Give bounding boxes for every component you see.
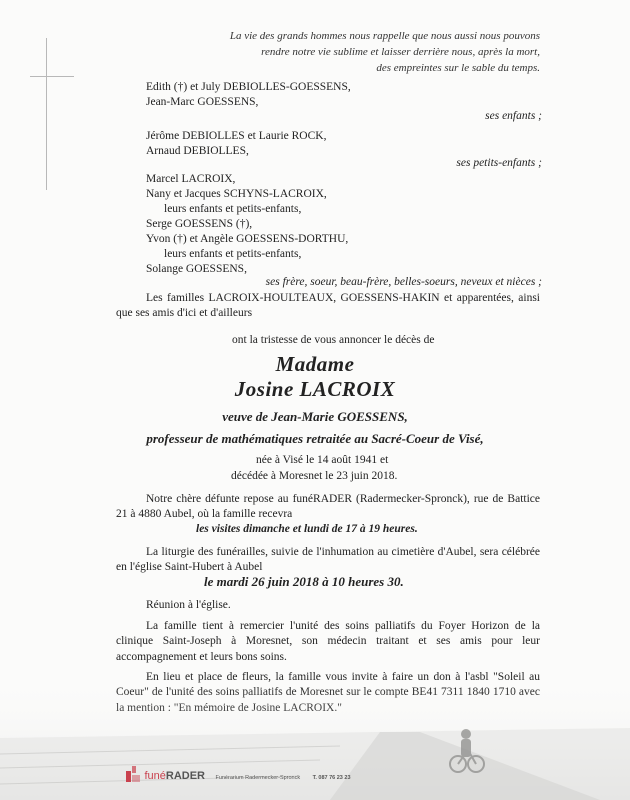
- quote-line: La vie des grands hommes nous rappelle que nous aussi nous pouvons: [229, 30, 540, 42]
- sibling-line: leurs enfants et petits-enfants,: [164, 248, 302, 260]
- children-line-1: Edith (†) et July DEBIOLLES-GOESSENS,: [146, 81, 351, 93]
- thanks-paragraph: La famille tient à remercier l'unité des soins palliatifs du Foyer Horizon de la clinique Saint-Joseph à Moresnet, son médecin traitant et ses amis pour leur accompagnement et leurs bons soins.: [116, 620, 540, 663]
- sibling-line: Solange GOESSENS,: [146, 263, 247, 275]
- epigraph-quote: [210, 28, 540, 76]
- sibling-line: Yvon (†) et Angèle GOESSENS-DORTHU,: [146, 233, 349, 245]
- brand-mark-icon: [126, 766, 140, 782]
- funeral-home-logo: [126, 766, 351, 784]
- extended-families: Les familles LACROIX-HOULTEAUX, GOESSENS-HAKIN et apparentées, ainsi que ses amis d'ici et d'ailleurs: [116, 292, 540, 320]
- brand-details: Funérarium Radermecker-Spronck: [215, 775, 301, 781]
- meeting-place: Réunion à l'église.: [146, 599, 231, 611]
- sibling-line: Nany et Jacques SCHYNS-LACROIX,: [146, 188, 327, 200]
- cross-vertical: [46, 38, 47, 190]
- brand-prefix: funé: [144, 770, 166, 782]
- brand-suffix: RADER: [165, 770, 205, 782]
- death-info: décédée à Moresnet le 23 juin 2018.: [231, 470, 398, 482]
- sibling-line: Marcel LACROIX,: [146, 173, 236, 185]
- grandchildren-role: ses petits-enfants ;: [456, 157, 542, 169]
- funeral-info: La liturgie des funérailles, suivie de l'inhumation au cimetière d'Aubel, sera célébrée en l'église Saint-Hubert à Aubel: [116, 546, 540, 574]
- sibling-line: leurs enfants et petits-enfants,: [164, 203, 302, 215]
- deceased-name: Josine LACROIX: [234, 377, 396, 401]
- cross-horizontal: [30, 76, 74, 77]
- quote-line: des empreintes sur le sable du temps.: [376, 62, 540, 74]
- children-role: ses enfants ;: [485, 110, 542, 122]
- brand-phone: T. 087 76 23 23: [312, 775, 351, 781]
- widow-of: veuve de Jean-Marie GOESSENS,: [222, 409, 408, 424]
- funeral-date: le mardi 26 juin 2018 à 10 heures 30.: [204, 574, 404, 589]
- birth-info: née à Visé le 14 août 1941 et: [256, 454, 389, 466]
- grandchildren-line-2: Arnaud DEBIOLLES,: [146, 145, 249, 157]
- children-line-2: Jean-Marc GOESSENS,: [146, 96, 259, 108]
- announcement: ont la tristesse de vous annoncer le décès de: [232, 334, 435, 346]
- profession: professeur de mathématiques retraitée au Sacré-Coeur de Visé,: [146, 431, 484, 446]
- siblings-role: ses frère, soeur, beau-frère, belles-soeurs, neveux et nièces ;: [265, 276, 542, 288]
- grandchildren-line-1: Jérôme DEBIOLLES et Laurie ROCK,: [146, 130, 327, 142]
- sibling-line: Serge GOESSENS (†),: [146, 218, 253, 230]
- visit-info: Notre chère défunte repose au funéRADER (Radermecker-Spronck), rue de Battice 21 à 4880 Aubel, où la famille recevra: [116, 493, 540, 521]
- visit-hours: les visites dimanche et lundi de 17 à 19 heures.: [196, 523, 418, 535]
- quote-line: rendre notre vie sublime et laisser derrière nous, après la mort,: [261, 46, 540, 58]
- deceased-title: Madame: [275, 352, 355, 376]
